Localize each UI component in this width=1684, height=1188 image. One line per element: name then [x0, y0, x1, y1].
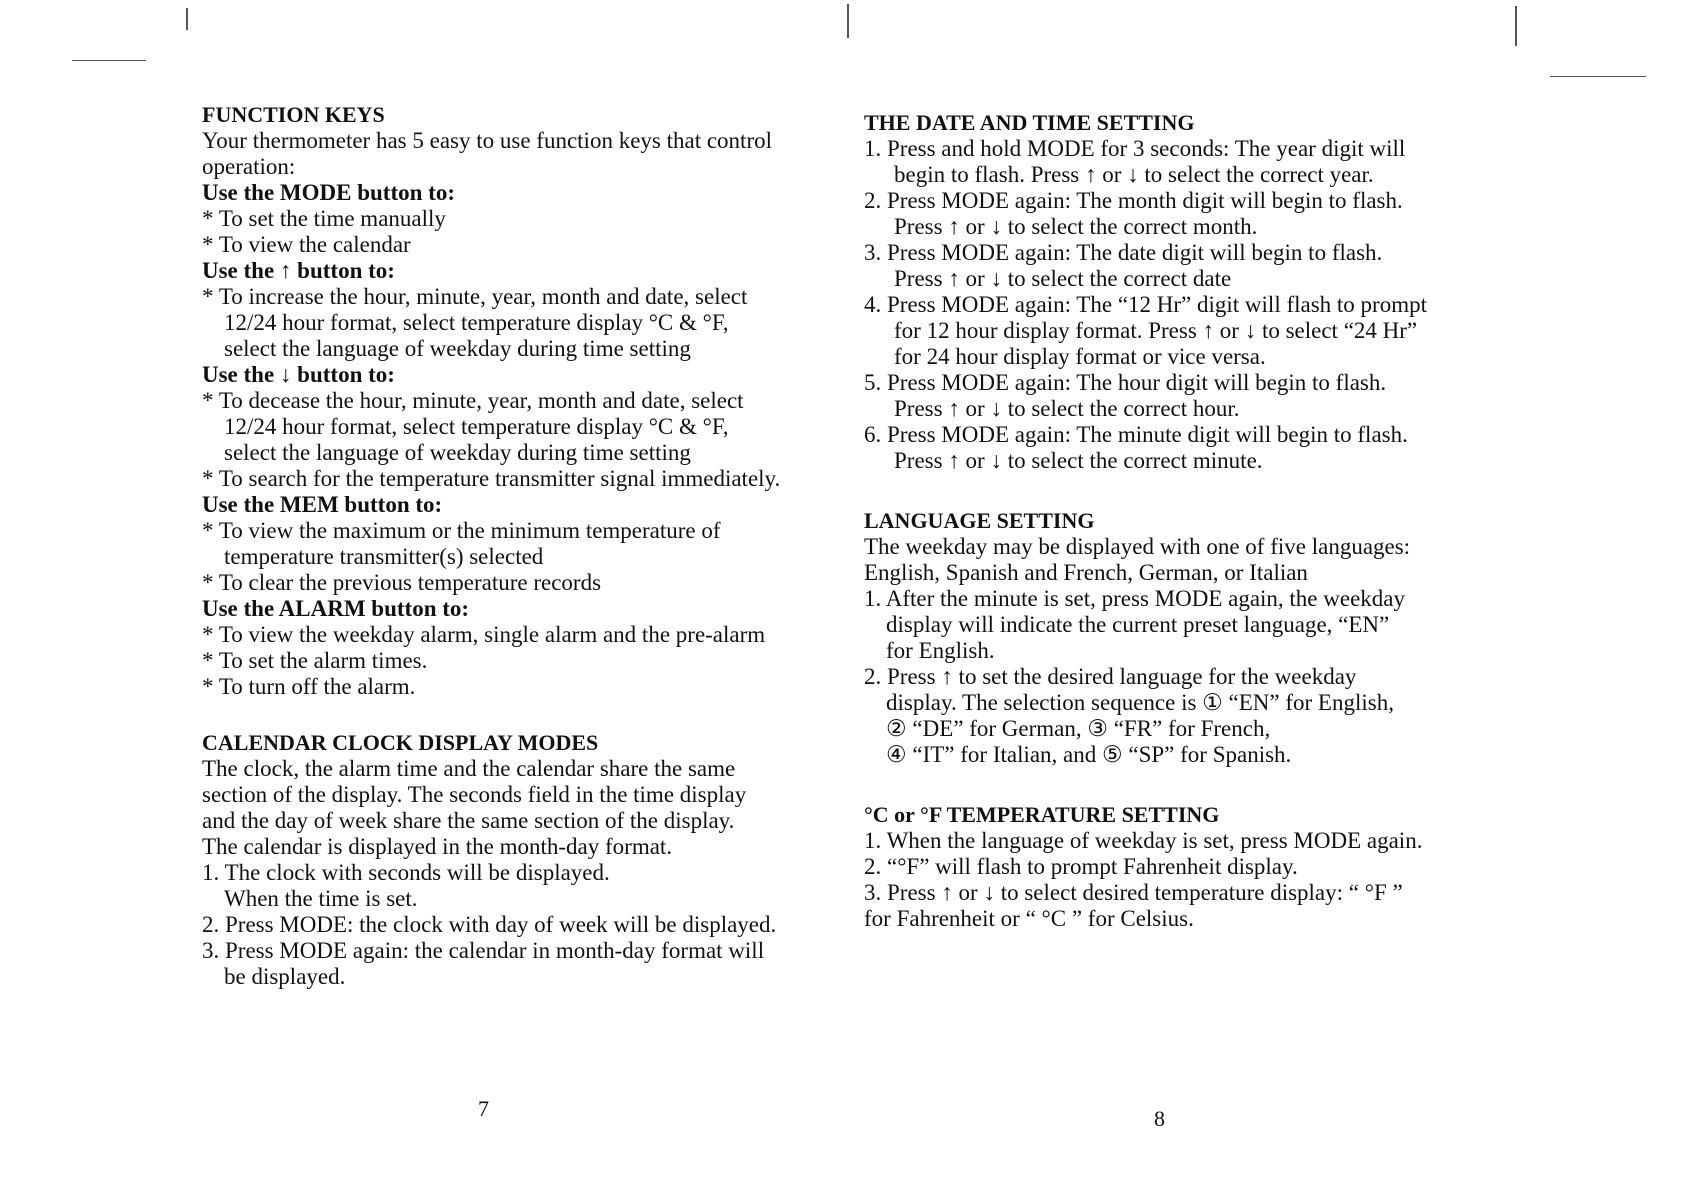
step-line: 1. When the language of weekday is set, press MODE again.	[864, 828, 1423, 853]
page-number-right: 8	[1154, 1106, 1165, 1131]
body-line: The clock, the alarm time and the calendar share the same	[202, 756, 736, 781]
scan-mark-left	[186, 8, 188, 30]
step-line: 3. Press MODE again: The date digit will begin to flash.	[864, 240, 1383, 265]
step-line: 1. After the minute is set, press MODE again, the weekday	[864, 586, 1406, 611]
step-line: ② “DE” for German, ③ “FR” for French,	[886, 716, 1271, 741]
step-line: for 12 hour display format. Press ↑ or ↓ to select “24 Hr”	[894, 318, 1418, 343]
right-page	[864, 110, 1514, 932]
page-number-left: 7	[478, 1096, 489, 1121]
language-heading: LANGUAGE SETTING	[864, 508, 1095, 533]
list-item: temperature transmitter(s) selected	[224, 544, 544, 569]
step-line: Press ↑ or ↓ to select the correct date	[894, 266, 1232, 291]
function-keys-heading: FUNCTION KEYS	[202, 102, 385, 127]
calendar-clock-heading: CALENDAR CLOCK DISPLAY MODES	[202, 730, 599, 755]
list-item: * To set the alarm times.	[202, 648, 428, 673]
step-line: Press ↑ or ↓ to select the correct month.	[894, 214, 1258, 239]
list-item: select the language of weekday during time setting	[224, 336, 691, 361]
down-button-title: Use the ↓ button to:	[202, 362, 395, 387]
left-page	[202, 102, 842, 990]
step-line: 4. Press MODE again: The “12 Hr” digit will flash to prompt	[864, 292, 1427, 317]
step-line: ④ “IT” for Italian, and ⑤ “SP” for Spanish.	[886, 742, 1292, 767]
intro-line: Your thermometer has 5 easy to use function keys that control	[202, 128, 772, 153]
step-line: 6. Press MODE again: The minute digit will begin to flash.	[864, 422, 1408, 447]
date-time-heading: THE DATE AND TIME SETTING	[864, 110, 1195, 135]
step-line: Press ↑ or ↓ to select the correct minute.	[894, 448, 1263, 473]
step-line: 3. Press MODE again: the calendar in month-day format will	[202, 938, 765, 963]
scan-line-right	[1550, 76, 1646, 77]
step-line: 3. Press ↑ or ↓ to select desired temperature display: “ °F ”	[864, 880, 1403, 905]
mode-button-title: Use the MODE button to:	[202, 180, 455, 205]
mem-button-title: Use the MEM button to:	[202, 492, 443, 517]
step-line: display. The selection sequence is ① “EN” for English,	[886, 690, 1394, 715]
list-item: * To view the maximum or the minimum temperature of	[202, 518, 721, 543]
list-item: 12/24 hour format, select temperature display °C & °F,	[224, 310, 729, 335]
step-line: 2. Press ↑ to set the desired language for the weekday	[864, 664, 1357, 689]
list-item: select the language of weekday during time setting	[224, 440, 691, 465]
step-line: 2. “°F” will flash to prompt Fahrenheit display.	[864, 854, 1298, 879]
intro-line: operation:	[202, 154, 296, 179]
up-button-title: Use the ↑ button to:	[202, 258, 395, 283]
alarm-button-title: Use the ALARM button to:	[202, 596, 470, 621]
list-item: * To view the weekday alarm, single alarm and the pre-alarm	[202, 622, 766, 647]
list-item: * To set the time manually	[202, 206, 446, 231]
body-line: The weekday may be displayed with one of five languages:	[864, 534, 1411, 559]
list-item: 12/24 hour format, select temperature display °C & °F,	[224, 414, 729, 439]
step-line: for English.	[886, 638, 995, 663]
step-line: for 24 hour display format or vice versa.	[894, 344, 1266, 369]
step-line: When the time is set.	[224, 886, 418, 911]
step-line: 1. Press and hold MODE for 3 seconds: The year digit will	[864, 136, 1406, 161]
step-line: 1. The clock with seconds will be displayed.	[202, 860, 610, 885]
body-line: English, Spanish and French, German, or Italian	[864, 560, 1308, 585]
scan-mark-center	[847, 4, 849, 38]
step-line: 2. Press MODE again: The month digit will begin to flash.	[864, 188, 1403, 213]
list-item: * To search for the temperature transmitter signal immediately.	[202, 466, 781, 491]
step-line: be displayed.	[224, 964, 346, 989]
list-item: * To clear the previous temperature records	[202, 570, 602, 595]
body-line: section of the display. The seconds field in the time display	[202, 782, 747, 807]
temperature-heading: °C or °F TEMPERATURE SETTING	[864, 802, 1220, 827]
list-item: * To turn off the alarm.	[202, 674, 416, 699]
scan-mark-right	[1515, 6, 1517, 46]
step-line: 2. Press MODE: the clock with day of week will be displayed.	[202, 912, 777, 937]
step-line: display will indicate the current preset language, “EN”	[886, 612, 1390, 637]
step-line: 5. Press MODE again: The hour digit will begin to flash.	[864, 370, 1387, 395]
body-line: The calendar is displayed in the month-day format.	[202, 834, 673, 859]
step-line: begin to flash. Press ↑ or ↓ to select the correct year.	[894, 162, 1374, 187]
list-item: * To increase the hour, minute, year, month and date, select	[202, 284, 748, 309]
list-item: * To decease the hour, minute, year, month and date, select	[202, 388, 744, 413]
step-line: for Fahrenheit or “ °C ” for Celsius.	[864, 906, 1194, 931]
body-line: and the day of week share the same section of the display.	[202, 808, 735, 833]
scan-line-left	[72, 60, 146, 61]
list-item: * To view the calendar	[202, 232, 411, 257]
step-line: Press ↑ or ↓ to select the correct hour.	[894, 396, 1240, 421]
